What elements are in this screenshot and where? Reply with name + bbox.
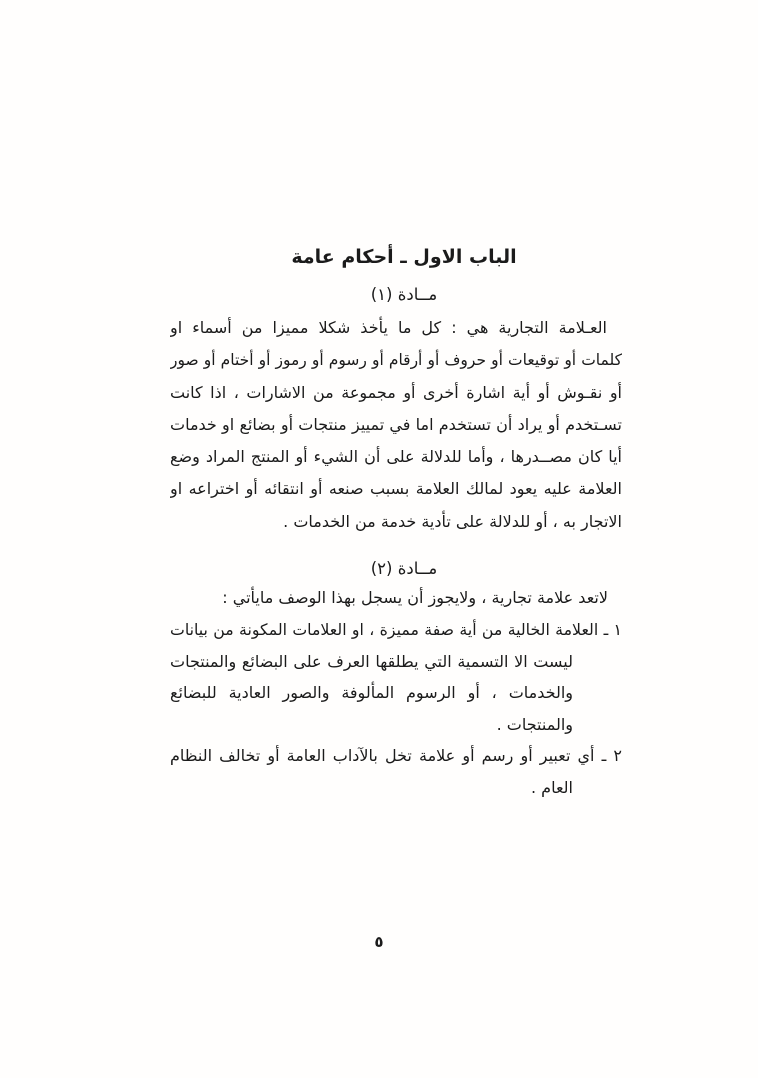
article-2-item-2 (170, 740, 622, 803)
item-line: ٢ ـ أي تعبير أو رسم أو علامة تخل بالآداب العامة أو تخالف النظام (170, 746, 622, 766)
item-line: ١ ـ العلامة الخالية من أية صفة مميزة ، او العلامات المكونة من بيانات (170, 620, 622, 639)
article-1-line: أيا كان مصــدرها ، وأما للدلالة على أن الشيء أو المنتج المراد وضع (170, 447, 622, 467)
article-1-line: العـلامة التجارية هي : كل ما يأخذ شكلا مميزا من أسماء او (170, 318, 607, 337)
article-2-intro (170, 582, 622, 614)
article-2-intro-line: لاتعد علامة تجارية ، ولايجوز أن يسجل بهذا الوصف مايأتي : (222, 588, 608, 607)
article-2-items (170, 614, 622, 804)
item-line: العام . (531, 777, 573, 797)
article-2-heading: مــادة (٢) (370, 559, 438, 578)
article-1-heading: مــادة (١) (370, 285, 438, 304)
article-1-line: الاتجار به ، أو للدلالة على تأدية خدمة من الخدمات . (283, 511, 622, 531)
page-number: ٥ (374, 933, 384, 951)
chapter-title: الباب الاول ـ أحكام عامة (291, 246, 517, 268)
article-1-line: تسـتخدم أو يراد أن تستخدم اما في تمييز منتجات أو بضائع او خدمات (170, 414, 622, 434)
item-line: ليست الا التسمية التي يطلقها العرف على البضائع والمنتجات (170, 651, 573, 671)
item-line: والخدمات ، أو الرسوم المألوفة والصور العادية للبضائع (170, 683, 573, 703)
article-1-body (170, 312, 622, 538)
article-2-item-1 (170, 614, 622, 740)
item-line: والمنتجات . (496, 714, 573, 734)
article-1-line: العلامة عليه يعود لمالك العلامة بسبب صنعه أو انتقائه أو اختراعه او (170, 479, 622, 499)
article-1-line: أو نقـوش أو أية اشارة أخرى أو مجموعة من الاشارات ، اذا كانت (170, 382, 622, 402)
article-1-line: كلمات أو توقيعات أو حروف أو أرقام أو رسوم أو رموز أو أختام أو صور (170, 351, 622, 370)
